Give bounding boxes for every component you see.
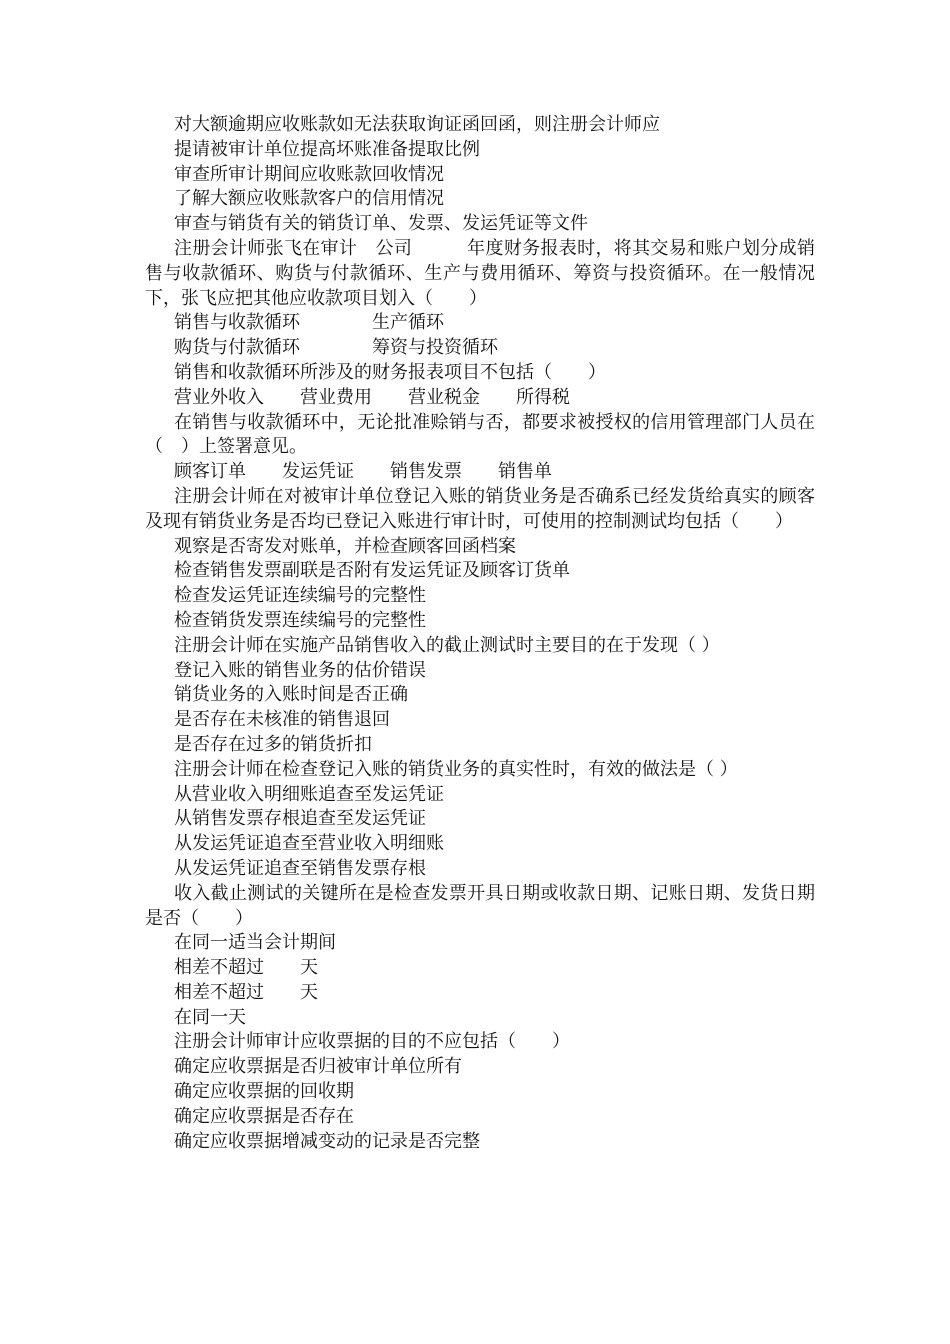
question-paragraph: 注册会计师在对被审计单位登记入账的销货业务是否确系已经发货给真实的顾客及现有销货业务是否均已登记入账进行审计时，可使用的控制测试均包括（ ） xyxy=(145,485,815,532)
option-line: 在同一适当会计期间 xyxy=(174,932,336,954)
option-line: 确定应收票据增减变动的记录是否完整 xyxy=(174,1130,480,1152)
question-paragraph: 注册会计师张飞在审计 公司 年度财务报表时，将其交易和账户划分成销售与收款循环、购货与付款循环、生产与费用循环、筹资与投资循环。在一般情况下，张飞应把其他应收款项目划入（ ） xyxy=(145,237,815,309)
option-line: 检查发运凭证连续编号的完整性 xyxy=(174,585,426,607)
option-line: 在同一天 xyxy=(174,1006,246,1028)
option-line: 审查与销货有关的销货订单、发票、发运凭证等文件 xyxy=(174,213,588,235)
option-line: 营业外收入 营业费用 营业税金 所得税 xyxy=(174,386,570,408)
option-line: 顾客订单 发运凭证 销售发票 销售单 xyxy=(174,461,552,483)
option-line: 审查所审计期间应收账款回收情况 xyxy=(174,163,444,185)
option-line: 是否存在未核准的销售退回 xyxy=(174,709,390,731)
question-paragraph: 收入截止测试的关键所在是检查发票开具日期或收款日期、记账日期、发货日期是否（ ） xyxy=(145,882,815,929)
option-line: 从营业收入明细账追查至发运凭证 xyxy=(174,783,444,805)
question-line: 销售和收款循环所涉及的财务报表项目不包括（ ） xyxy=(174,361,606,383)
option-line: 从销售发票存根追查至发运凭证 xyxy=(174,808,426,830)
option-line: 确定应收票据的回收期 xyxy=(174,1081,354,1103)
question-line: 注册会计师在实施产品销售收入的截止测试时主要目的在于发现（ ） xyxy=(174,634,720,656)
option-line: 销售与收款循环 生产循环 xyxy=(174,312,444,334)
option-line: 确定应收票据是否归被审计单位所有 xyxy=(174,1056,462,1078)
option-line: 从发运凭证追查至销售发票存根 xyxy=(174,857,426,879)
option-line: 销货业务的入账时间是否正确 xyxy=(174,684,408,706)
option-line: 检查销售发票副联是否附有发运凭证及顾客订货单 xyxy=(174,560,570,582)
option-line: 相差不超过 天 xyxy=(174,981,318,1003)
option-line: 观察是否寄发对账单，并检查顾客回函档案 xyxy=(174,535,516,557)
option-line: 是否存在过多的销货折扣 xyxy=(174,733,372,755)
option-line: 提请被审计单位提高坏账准备提取比例 xyxy=(174,138,480,160)
question-paragraph: 在销售与收款循环中，无论批准赊销与否，都要求被授权的信用管理部门人员在（ ）上签署意见。 xyxy=(145,411,815,458)
question-line: 注册会计师在检查登记入账的销货业务的真实性时，有效的做法是（ ） xyxy=(174,758,738,780)
option-line: 相差不超过 天 xyxy=(174,957,318,979)
option-line: 检查销货发票连续编号的完整性 xyxy=(174,609,426,631)
text-line: 对大额逾期应收账款如无法获取询证函回函，则注册会计师应 xyxy=(174,114,660,135)
option-line: 登记入账的销售业务的估价错误 xyxy=(174,659,426,681)
question-line: 注册会计师审计应收票据的目的不应包括（ ） xyxy=(174,1031,570,1053)
option-line: 购货与付款循环 筹资与投资循环 xyxy=(174,337,498,359)
option-line: 了解大额应收账款客户的信用情况 xyxy=(174,188,444,210)
option-line: 确定应收票据是否存在 xyxy=(174,1105,354,1127)
document-body xyxy=(145,113,815,1154)
option-line: 从发运凭证追查至营业收入明细账 xyxy=(174,833,444,855)
